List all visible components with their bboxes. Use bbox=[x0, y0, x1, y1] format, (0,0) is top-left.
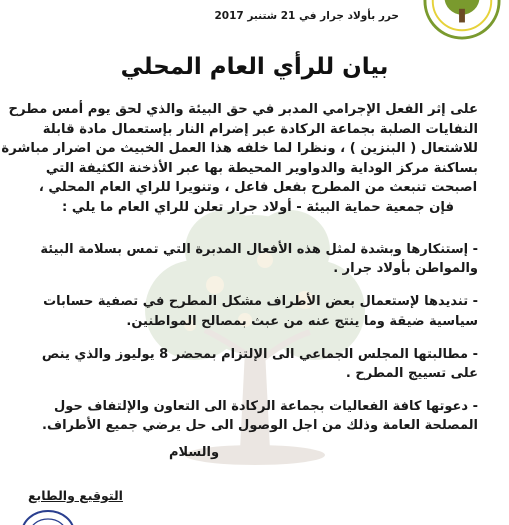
list-item bbox=[38, 292, 478, 330]
point-line: والمواطن بأولاد جرار . bbox=[333, 261, 478, 277]
intro-line: فإن جمعية حماية البيئة - أولاد جرار تعلن للراي العام ما يلي : bbox=[62, 199, 454, 215]
intro-line: النفايات الصلبة بجماعة الركادة عبر إضرام النار بإستعمال مادة قابلة bbox=[42, 121, 478, 137]
point-line: - مطالبتها المجلس الجماعي الى الإلتزام بمحضر 8 يوليوز والذي ينص bbox=[41, 346, 478, 362]
association-logo-icon bbox=[423, 0, 501, 40]
point-line: على تسييج المطرح . bbox=[345, 366, 478, 382]
intro-line: للاشتعال ( البنزين ) ، ونظرا لما خلفه هذا العمل الخبيث من اضرار مباشرة bbox=[1, 141, 478, 157]
list-item bbox=[38, 397, 478, 435]
dateline: حرر بأولاد جرار في 21 شتنبر 2017 bbox=[214, 10, 399, 22]
intro-line: بساكنة مركز الوداية والدواوير المحيطة بها عبر الأذخنة الكثيفة التي bbox=[45, 160, 478, 176]
point-line: المصلحة العامة وذلك من اجل الوصول الى حل يرضي جميع الأطراف. bbox=[42, 418, 478, 434]
point-line: - إستنكارها وبشدة لمثل هذه الأفعال المدبرة التي تمس بسلامة البيئة bbox=[40, 242, 478, 257]
closing-text: والسلام bbox=[169, 445, 220, 460]
stamp-seal-icon bbox=[18, 503, 78, 525]
intro-line: اصبحت تنبعث من المطرح بفعل فاعل ، وتنويرا للراي العام المحلي ، bbox=[38, 180, 478, 196]
list-item bbox=[38, 240, 478, 278]
points-list bbox=[38, 240, 478, 450]
intro-paragraph bbox=[1, 100, 478, 218]
point-line: سياسية ضيقة وما ينتج عنه من عبث بمصالح المواطنين. bbox=[126, 313, 478, 329]
list-item bbox=[38, 345, 478, 383]
intro-line: على إثر الفعل الإجرامي المدبر في حق البيئة والذي لحق يوم أمس مطرح bbox=[8, 102, 478, 117]
page-title: بيان للرأي العام المحلي bbox=[120, 54, 389, 80]
point-line: - تنديدها لإستعمال بعض الأطراف مشكل المطرح في تصفية حسابات bbox=[43, 294, 478, 310]
signature-label: التوقيع والطابع bbox=[28, 488, 123, 503]
point-line: - دعوتها كافة الفعاليات بجماعة الركادة الى التعاون والإلتفاف حول bbox=[54, 399, 478, 415]
